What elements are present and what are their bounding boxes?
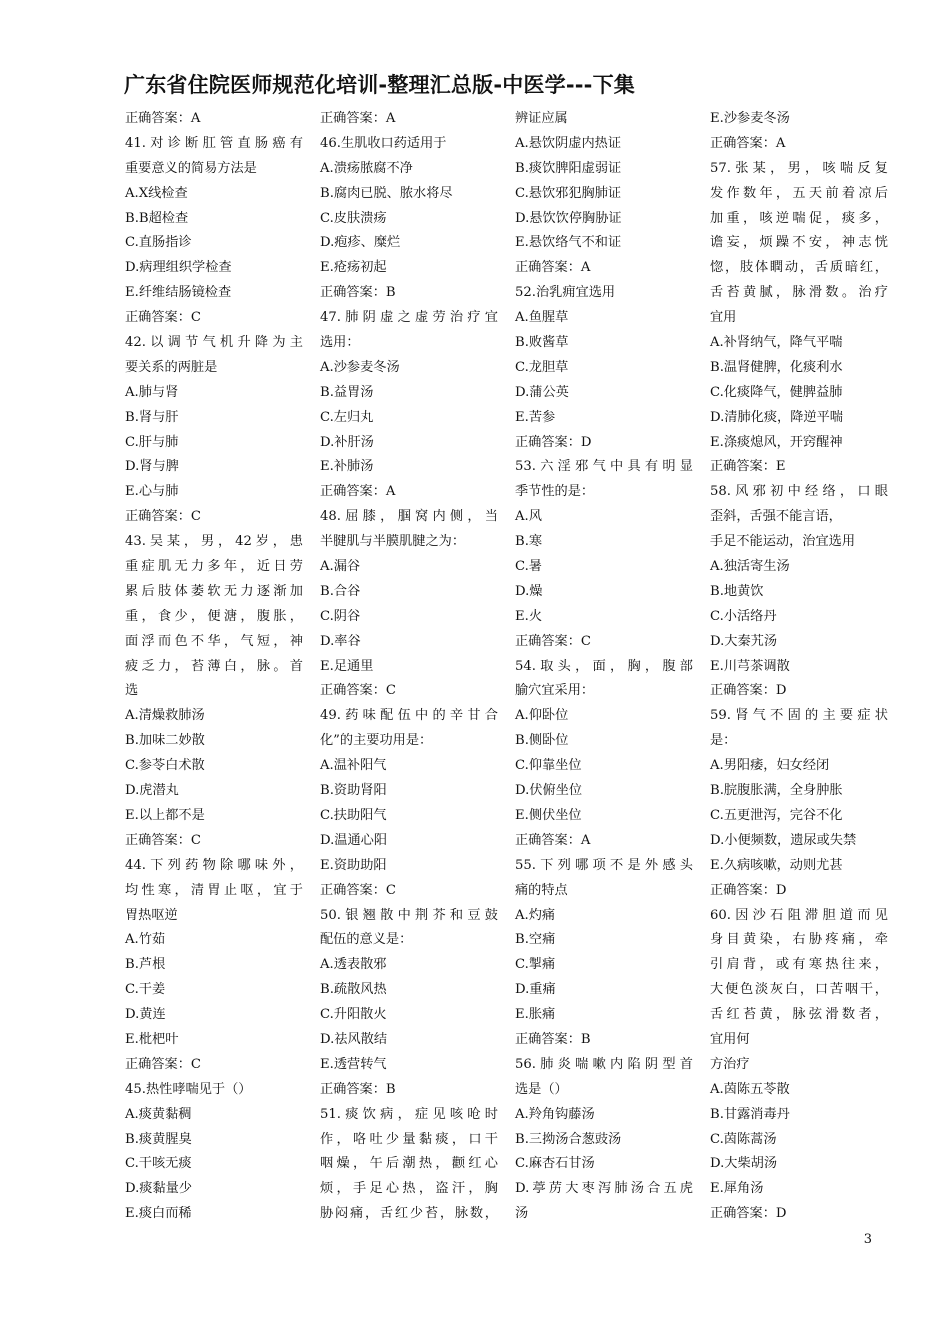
text-line: 歪斜，舌强不能言语， xyxy=(710,509,842,525)
text-line: E.枇杷叶 xyxy=(125,1031,179,1047)
text-line: B.寒 xyxy=(515,534,543,550)
text-line: A.竹茹 xyxy=(125,932,166,948)
text-line: 惚，肢体瞤动，舌质暗红， xyxy=(710,260,888,276)
text-line: B.侧卧位 xyxy=(515,733,569,749)
text-line: D.虎潜丸 xyxy=(125,783,179,799)
text-line: A.男阳痿，妇女经闭 xyxy=(710,758,830,774)
text-line: D.病理组织学检查 xyxy=(125,260,232,276)
text-line: 选用： xyxy=(320,335,360,351)
text-column-4 xyxy=(710,107,888,1227)
text-line: E.沙参麦冬汤 xyxy=(710,111,790,126)
text-line: 正确答案：A xyxy=(320,111,396,126)
text-line: C.干姜 xyxy=(125,982,166,998)
text-line: A.透表散邪 xyxy=(320,957,387,973)
text-line: 42.以调节气机升降为主 xyxy=(125,335,303,351)
text-line: 面浮而色不华，气短，神 xyxy=(125,633,303,649)
text-line: 重症肌无力多年，近日劳 xyxy=(125,559,303,575)
text-column-2 xyxy=(320,107,498,1227)
text-line: 53.六淫邪气中具有明显 xyxy=(515,459,693,475)
text-line: E.疮疡初起 xyxy=(320,260,387,276)
text-line: 正确答案：C xyxy=(320,683,397,699)
text-line: 正确答案：B xyxy=(320,1081,396,1097)
text-line: C.阴谷 xyxy=(320,608,361,624)
text-line: A.悬饮阴虚内热证 xyxy=(515,135,622,151)
text-line: E.苦参 xyxy=(515,409,556,425)
text-line: D.大秦艽汤 xyxy=(710,633,778,649)
text-line: 引肩背，或有寒热往来， xyxy=(710,957,888,973)
page-title: 广东省住院医师规范化培训-整理汇总版-中医学---下集 xyxy=(124,73,635,97)
text-line: C.肝与肺 xyxy=(125,434,179,450)
page-number: 3 xyxy=(863,1232,872,1247)
text-line: E.透营转气 xyxy=(320,1056,387,1072)
text-line: E.悬饮络气不和证 xyxy=(515,235,622,251)
text-line: E.足通里 xyxy=(320,658,374,674)
text-line: C.化痰降气，健脾益肺 xyxy=(710,384,843,400)
text-line: C.参苓白术散 xyxy=(125,758,205,774)
text-line: 正确答案：C xyxy=(515,633,592,649)
text-line: C.直肠指诊 xyxy=(125,235,192,251)
text-line: B.脘腹胀满，全身肿胀 xyxy=(710,783,843,799)
text-line: C.龙胆草 xyxy=(515,359,569,375)
text-line: 49.药味配伍中的辛甘合 xyxy=(320,708,498,724)
text-line: 41.对诊断肛管直肠癌有 xyxy=(125,135,303,151)
text-line: 正确答案：C xyxy=(320,882,397,898)
text-line: B.空痛 xyxy=(515,932,556,948)
text-line: 54.取头，面，胸，腹部 xyxy=(515,658,693,674)
text-line: 加重，咳逆喘促，痰多， xyxy=(710,210,888,226)
text-line: 烦，手足心热，盗汗，胸 xyxy=(320,1181,498,1197)
text-line: B.败酱草 xyxy=(515,335,569,351)
text-line: A.痰黄黏稠 xyxy=(125,1106,192,1122)
text-line: C.悬饮邪犯胸肺证 xyxy=(515,185,622,201)
text-line: 正确答案：A xyxy=(515,832,591,848)
text-line: B.肾与肝 xyxy=(125,409,179,425)
text-line: C.五更泄泻，完谷不化 xyxy=(710,807,843,823)
text-line: D.悬饮饮停胸胁证 xyxy=(515,210,622,226)
text-line: E.川芎茶调散 xyxy=(710,658,790,674)
text-line: 是： xyxy=(710,733,737,749)
text-line: A.X线检查 xyxy=(125,185,188,201)
text-line: 宜用 xyxy=(710,310,737,326)
text-line: 胁闷痛，舌红少苔，脉数， xyxy=(320,1206,498,1222)
text-line: B.加味二妙散 xyxy=(125,733,205,749)
text-line: C.暑 xyxy=(515,559,542,575)
text-line: 正确答案：C xyxy=(125,310,202,326)
text-line: 正确答案：A xyxy=(710,135,786,151)
text-line: 正确答案：D xyxy=(710,1206,787,1222)
text-line: 大便色淡灰白，口苦咽干， xyxy=(710,982,888,998)
text-line: 57.张某，男，咳喘反复 xyxy=(710,160,888,176)
text-line: E.犀角汤 xyxy=(710,1181,764,1197)
text-line: 46.生肌收口药适用于 xyxy=(320,135,447,151)
text-line: 正确答案：D xyxy=(710,683,787,699)
text-line: A.温补阳气 xyxy=(320,758,387,774)
text-line: 55.下列哪项不是外感头 xyxy=(515,857,693,873)
text-line: B.腐肉已脱、脓水将尽 xyxy=(320,185,453,201)
text-line: 要关系的两脏是 xyxy=(125,359,218,375)
text-line: 正确答案：D xyxy=(710,882,787,898)
text-line: E.心与肺 xyxy=(125,484,179,500)
text-line: B.痰饮脾阳虚弱证 xyxy=(515,160,622,176)
text-line: D.小便频数，遗尿或失禁 xyxy=(710,832,857,848)
text-line: B.疏散风热 xyxy=(320,982,387,998)
text-line: C.皮肤溃疡 xyxy=(320,210,387,226)
text-line: 手足不能运动，治宜选用 xyxy=(710,534,856,550)
text-line: 发作数年，五天前着凉后 xyxy=(710,185,888,201)
text-line: 正确答案：D xyxy=(515,434,592,450)
text-line: A.漏谷 xyxy=(320,559,361,575)
text-line: 51.痰饮病，症见咳呛时 xyxy=(320,1106,498,1122)
text-line: 均性寒，清胃止呕，宜于 xyxy=(125,882,303,898)
text-line: 半腱肌与半膜肌腱之为： xyxy=(320,534,466,550)
text-line: D.疱疹、糜烂 xyxy=(320,235,401,251)
text-line: D.清肺化痰，降逆平喘 xyxy=(710,409,843,425)
text-line: 48.屈膝，腘窝内侧，当 xyxy=(320,509,498,525)
text-line: 正确答案：C xyxy=(125,509,202,525)
text-line: C.左归丸 xyxy=(320,409,374,425)
text-line: 化”的主要功用是： xyxy=(320,733,433,749)
text-line: 累后肢体萎软无力逐渐加 xyxy=(125,583,303,599)
text-line: A.仰卧位 xyxy=(515,708,569,724)
text-line: D.燥 xyxy=(515,583,543,599)
text-line: C.仰靠坐位 xyxy=(515,758,582,774)
text-line: E.资助助阳 xyxy=(320,857,387,873)
text-line: 正确答案：E xyxy=(710,459,786,475)
text-line: E.火 xyxy=(515,608,543,624)
text-line: A.灼痛 xyxy=(515,907,556,923)
text-line: 重要意义的简易方法是 xyxy=(125,160,257,176)
text-line: D.肾与脾 xyxy=(125,459,179,475)
text-line: B.地黄饮 xyxy=(710,583,764,599)
text-line: 痛的特点 xyxy=(515,882,568,898)
text-line: D.痰黏量少 xyxy=(125,1181,193,1197)
text-line: A.风 xyxy=(515,509,542,525)
text-line: D.黄连 xyxy=(125,1007,166,1023)
text-line: 胃热呕逆 xyxy=(125,907,178,923)
text-line: C.扶助阳气 xyxy=(320,807,387,823)
text-line: 汤 xyxy=(515,1206,529,1222)
text-line: E.以上都不是 xyxy=(125,807,205,823)
text-line: 正确答案：B xyxy=(320,285,396,301)
text-line: A.沙参麦冬汤 xyxy=(320,359,400,375)
text-line: 60.因沙石阻滞胆道而见 xyxy=(710,907,888,923)
text-line: 方治疗 xyxy=(710,1056,750,1072)
text-line: A.清燥救肺汤 xyxy=(125,708,205,724)
text-line: B.温肾健脾，化痰利水 xyxy=(710,359,843,375)
text-line: 58.风邪初中经络，口眼 xyxy=(710,484,888,500)
text-line: B.B超检查 xyxy=(125,210,189,226)
text-line: A.补肾纳气，降气平喘 xyxy=(710,335,843,351)
text-line: 47.肺阴虚之虚劳治疗宜 xyxy=(320,310,498,326)
text-line: 50.银翘散中荆芥和豆鼓 xyxy=(320,907,498,923)
text-line: B.甘露消毒丹 xyxy=(710,1106,790,1122)
text-line: E.侧伏坐位 xyxy=(515,807,582,823)
text-line: D.大柴胡汤 xyxy=(710,1156,778,1172)
text-line: 舌苔黄腻，脉滑数。治疗 xyxy=(710,285,888,301)
text-line: A.鱼腥草 xyxy=(515,310,569,326)
text-line: 宜用何 xyxy=(710,1031,750,1047)
text-line: 正确答案：C xyxy=(125,1056,202,1072)
text-line: D.补肝汤 xyxy=(320,434,374,450)
text-line: 选是（） xyxy=(515,1081,568,1097)
text-line: B.痰黄腥臭 xyxy=(125,1131,192,1147)
text-line: C.麻杏石甘汤 xyxy=(515,1156,595,1172)
text-line: 身目黄染，右胁疼痛，牵 xyxy=(710,932,888,948)
text-line: 谵妄，烦躁不安，神志恍 xyxy=(710,235,888,251)
text-line: 辨证应属 xyxy=(515,111,568,126)
text-line: B.芦根 xyxy=(125,957,166,973)
text-line: B.益胃汤 xyxy=(320,384,374,400)
text-line: 45.热性哮喘见于（） xyxy=(125,1081,252,1097)
text-line: 正确答案：A xyxy=(125,111,201,126)
text-line: 季节性的是： xyxy=(515,484,595,500)
text-line: C.掣痛 xyxy=(515,957,556,973)
text-line: E.纤维结肠镜检查 xyxy=(125,285,232,301)
text-line: A.溃疡脓腐不净 xyxy=(320,160,413,176)
text-line: 正确答案：C xyxy=(125,832,202,848)
text-line: C.小活络丹 xyxy=(710,608,777,624)
text-line: 配伍的意义是： xyxy=(320,932,413,948)
text-column-3 xyxy=(515,107,693,1227)
text-line: 咽燥，午后潮热，颧红心 xyxy=(320,1156,498,1172)
text-line: 44.下列药物除哪味外， xyxy=(125,857,303,873)
text-line: A.独活寄生汤 xyxy=(710,559,790,575)
text-line: C.茵陈蒿汤 xyxy=(710,1131,777,1147)
text-line: 52.治乳痈宜选用 xyxy=(515,285,616,301)
text-line: 腧穴宜采用： xyxy=(515,683,595,699)
text-line: E.涤痰熄风，开窍醒神 xyxy=(710,434,843,450)
text-line: E.痰白而稀 xyxy=(125,1206,192,1222)
text-line: 43.吴某，男，42岁，患 xyxy=(125,534,303,550)
text-line: A.羚角钩藤汤 xyxy=(515,1106,595,1122)
text-line: E.久病咳嗽，动则尤甚 xyxy=(710,857,843,873)
text-line: B.合谷 xyxy=(320,583,361,599)
text-line: D.祛风散结 xyxy=(320,1031,388,1047)
text-line: 59.肾气不固的主要症状 xyxy=(710,708,888,724)
text-line: 56.肺炎喘嗽内陷阴型首 xyxy=(515,1056,693,1072)
text-line: D.葶苈大枣泻肺汤合五虎 xyxy=(515,1181,693,1197)
text-line: 选 xyxy=(125,683,139,699)
text-line: 舌红苔黄，脉弦滑数者， xyxy=(710,1007,888,1023)
text-line: C.干咳无痰 xyxy=(125,1156,192,1172)
text-line: D.伏俯坐位 xyxy=(515,783,583,799)
text-line: A.茵陈五苓散 xyxy=(710,1081,790,1097)
text-line: B.资助肾阳 xyxy=(320,783,387,799)
text-line: 作，咯吐少量黏痰，口干 xyxy=(320,1131,498,1147)
text-line: 正确答案：A xyxy=(515,260,591,276)
text-line: 正确答案：A xyxy=(320,484,396,500)
text-line: D.率谷 xyxy=(320,633,361,649)
text-line: 正确答案：B xyxy=(515,1031,591,1047)
text-line: D.重痛 xyxy=(515,982,556,998)
text-column-1 xyxy=(125,107,303,1227)
text-line: E.胀痛 xyxy=(515,1007,556,1023)
text-line: E.补肺汤 xyxy=(320,459,374,475)
text-line: C.升阳散火 xyxy=(320,1007,387,1023)
text-line: 重，食少，便溏，腹胀， xyxy=(125,608,303,624)
text-line: B.三拗汤合葱豉汤 xyxy=(515,1131,622,1147)
text-line: 疲乏力，苔薄白，脉。首 xyxy=(125,658,303,674)
text-line: A.肺与肾 xyxy=(125,384,179,400)
text-line: D.温通心阳 xyxy=(320,832,388,848)
text-line: D.蒲公英 xyxy=(515,384,569,400)
